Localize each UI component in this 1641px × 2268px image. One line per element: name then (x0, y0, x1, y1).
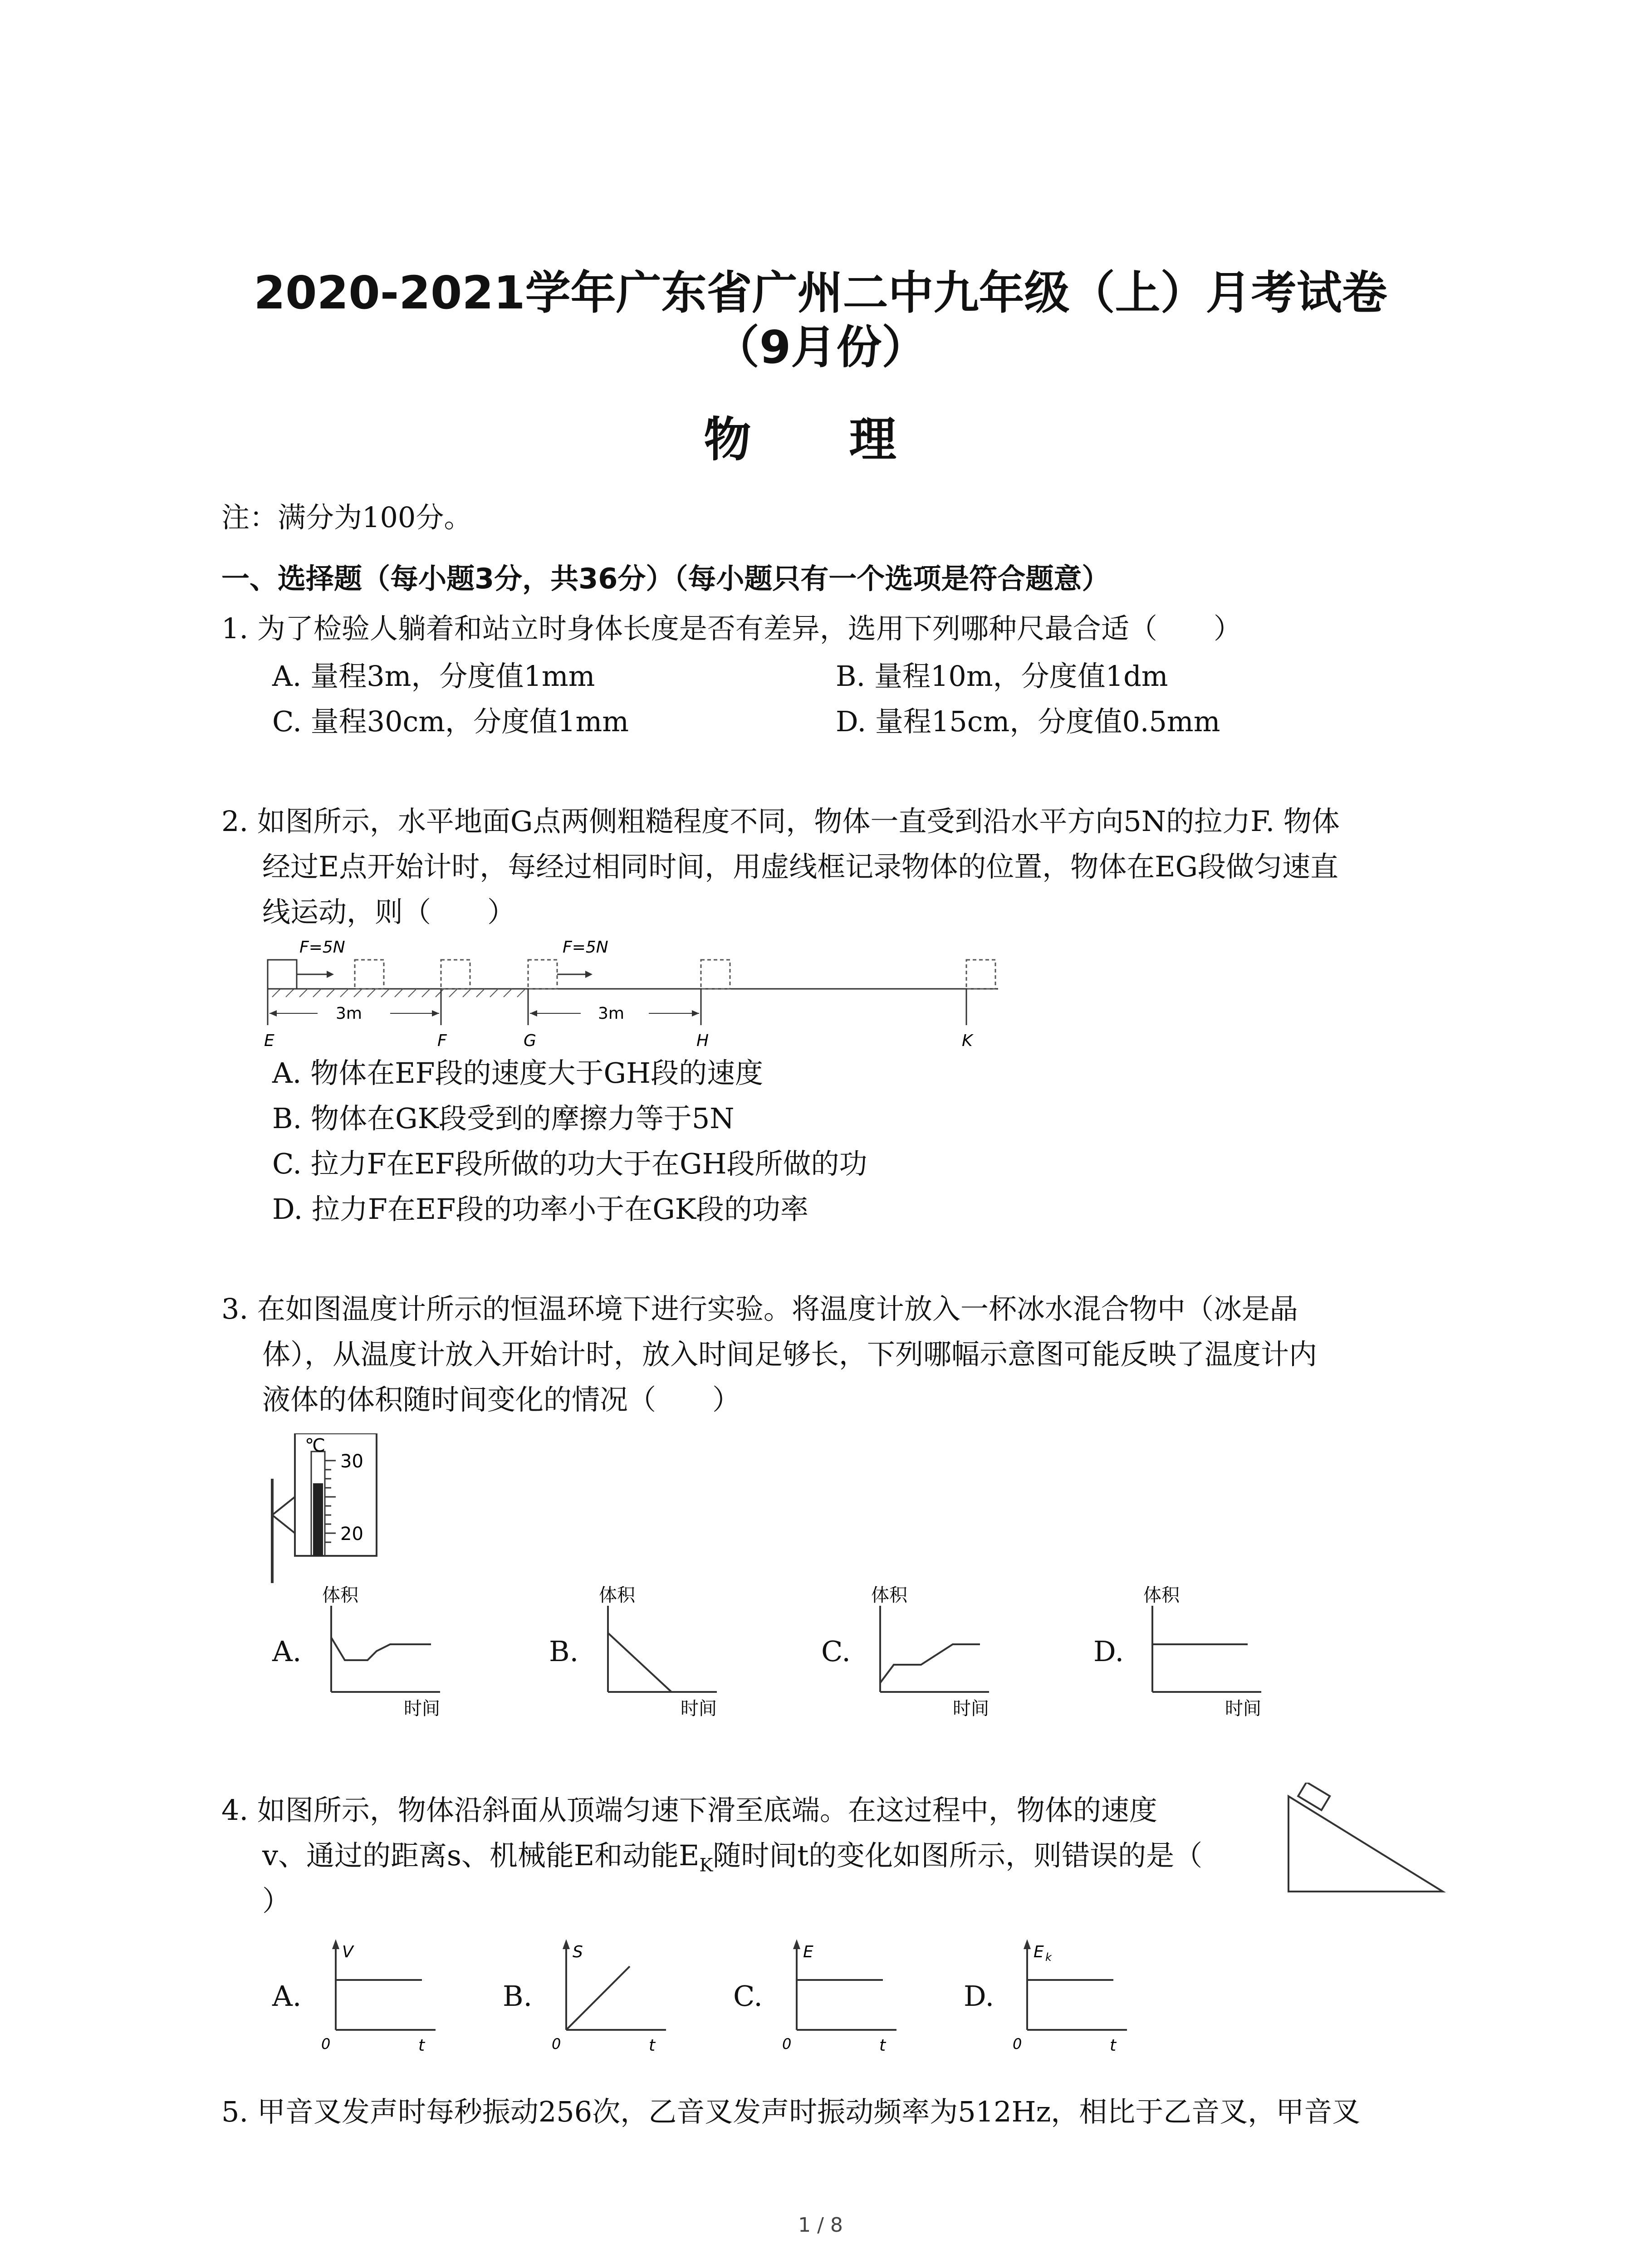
q5-stem-line1: 5. 甲音叉发声时每秒振动256次，乙音叉发声时振动频率为512Hz，相比于乙音叉，甲音叉 (221, 2095, 1361, 2128)
q3b-ylabel: 体积 (599, 1585, 635, 1606)
q3d-ylabel: 体积 (1143, 1585, 1180, 1606)
q4b-xlabel: t (649, 2036, 656, 2053)
q4-graph-d (1004, 1930, 1141, 2053)
q4b-origin: 0 (552, 2035, 561, 2053)
point-g-label: G (524, 1031, 536, 1050)
q2-option-b: B. 物体在GK段受到的摩擦力等于5N (272, 1102, 735, 1135)
celsius-unit: ℃ (305, 1435, 325, 1456)
distance-label-ef: 3m (336, 1004, 362, 1023)
score-note: 注：满分为100分。 (221, 501, 472, 534)
q1-option-a: A. 量程3m，分度值1mm (272, 660, 595, 693)
q3-graph-a (313, 1583, 458, 1719)
q3-graph-d (1134, 1583, 1279, 1719)
q4c-ylabel: E (803, 1943, 813, 1961)
q2-option-a: A. 物体在EF段的速度大于GH段的速度 (272, 1056, 764, 1090)
q3c-ylabel: 体积 (871, 1585, 907, 1606)
q4-graph-b (544, 1930, 680, 2053)
q4c-xlabel: t (879, 2036, 886, 2053)
q4-graph-a (313, 1930, 449, 2053)
q2-motion-diagram (254, 934, 1025, 1052)
force-label-2: F=5N (563, 938, 608, 957)
q3-option-b-label: B. (549, 1635, 579, 1668)
q3-graph-b (590, 1583, 735, 1719)
incline-figure (1279, 1783, 1452, 1901)
q4c-origin: 0 (782, 2035, 792, 2053)
point-f-label: F (437, 1031, 447, 1050)
q3-option-d-label: D. (1093, 1635, 1124, 1668)
q4a-xlabel: t (418, 2036, 425, 2053)
q3b-xlabel: 时间 (681, 1698, 717, 1719)
exam-title-line2: （9月份） (714, 321, 927, 374)
q3-stem-line2: 体），从温度计放入开始计时，放入时间足够长，下列哪幅示意图可能反映了温度计内 (262, 1338, 1318, 1371)
q4-option-b-label: B. (503, 1980, 533, 2013)
q3-graph-c (862, 1583, 1007, 1719)
section-heading: 一、选择题（每小题3分，共36分）（每小题只有一个选项是符合题意） (221, 562, 1110, 595)
q4d-ylabel-sub: k (1045, 1951, 1052, 1964)
point-e-label: E (264, 1031, 274, 1050)
point-h-label: H (696, 1031, 709, 1050)
q4d-origin: 0 (1013, 2035, 1022, 2053)
q2-option-d: D. 拉力F在EF段的功率小于在GK段的功率 (272, 1193, 809, 1226)
q4-option-a-label: A. (272, 1980, 302, 2013)
q4-stem-line1: 4. 如图所示，物体沿斜面从顶端匀速下滑至底端。在这过程中，物体的速度 (221, 1794, 1157, 1827)
q4d-ylabel: E (1034, 1943, 1044, 1961)
q1-option-b: B. 量程10m，分度值1dm (836, 660, 1168, 693)
thermo-top-label: 30 (340, 1451, 363, 1472)
force-label-1: F=5N (299, 938, 345, 957)
q4-stem-line2 (262, 1839, 1203, 1879)
q3-option-a-label: A. (272, 1635, 302, 1668)
q1-stem: 1. 为了检验人躺着和站立时身体长度是否有差异，选用下列哪种尺最合适（ ） (221, 612, 1242, 645)
thermo-bottom-label: 20 (340, 1524, 363, 1545)
point-k-label: K (962, 1031, 973, 1050)
q3-stem-line1: 3. 在如图温度计所示的恒温环境下进行实验。将温度计放入一杯冰水混合物中（冰是晶 (221, 1292, 1298, 1325)
page-number: 1 / 8 (798, 2214, 843, 2237)
q4-stem-line3: ） (262, 1884, 291, 1917)
q4-option-d-label: D. (964, 1980, 994, 2013)
q4b-ylabel: S (573, 1943, 583, 1961)
exam-title-line1: 2020-2021学年广东省广州二中九年级（上）月考试卷 (254, 266, 1387, 319)
q2-stem-line2: 经过E点开始计时，每经过相同时间，用虚线框记录物体的位置，物体在EG段做匀速直 (262, 850, 1339, 883)
q4-graph-c (774, 1930, 910, 2053)
q2-option-c: C. 拉力F在EF段所做的功大于在GH段所做的功 (272, 1147, 867, 1180)
q3a-xlabel: 时间 (404, 1698, 440, 1719)
q2-stem-line1: 2. 如图所示，水平地面G点两侧粗糙程度不同，物体一直受到沿水平方向5N的拉力F. 物体 (221, 805, 1340, 838)
distance-label-gh: 3m (598, 1004, 624, 1023)
thermometer-figure (263, 1433, 390, 1583)
q3a-ylabel: 体积 (322, 1585, 358, 1606)
q4a-ylabel: V (342, 1943, 353, 1961)
q3d-xlabel: 时间 (1225, 1698, 1261, 1719)
q3-option-c-label: C. (821, 1635, 851, 1668)
q4-option-c-label: C. (733, 1980, 763, 2013)
q4-ek-subscript: K (699, 1855, 713, 1876)
q4-stem-line2-start: v、通过的距离s、机械能E和动能E (262, 1839, 700, 1872)
q4-stem-line2-end: 随时间t的变化如图所示，则错误的是（ (713, 1839, 1203, 1872)
q2-stem-line3: 线运动，则（ ） (262, 895, 516, 929)
q3c-xlabel: 时间 (953, 1698, 989, 1719)
q4d-xlabel: t (1110, 2036, 1117, 2053)
q1-option-c: C. 量程30cm，分度值1mm (272, 705, 629, 738)
q4a-origin: 0 (321, 2035, 331, 2053)
q1-option-d: D. 量程15cm，分度值0.5mm (836, 705, 1220, 738)
q3-stem-line3: 液体的体积随时间变化的情况（ ） (262, 1383, 741, 1416)
subject-title: 物 理 (704, 412, 937, 467)
